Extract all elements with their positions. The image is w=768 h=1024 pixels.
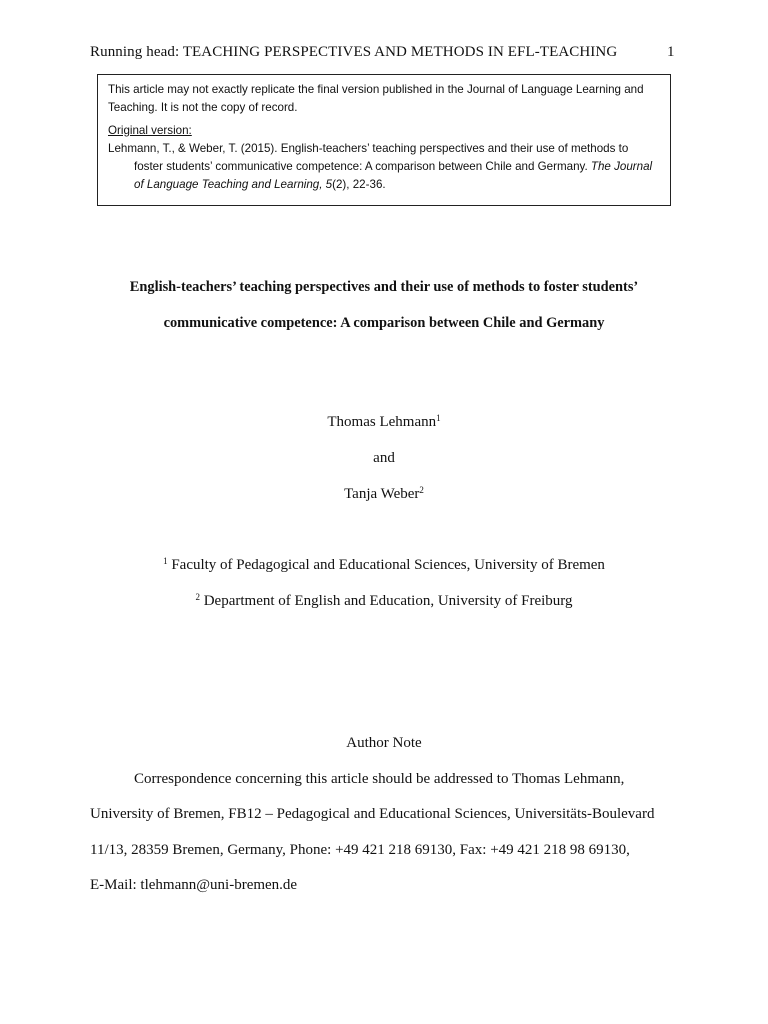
author-note-line-2: University of Bremen, FB12 – Pedagogical and Educational Sciences, Universitäts-Boulevard xyxy=(90,806,655,822)
citation xyxy=(108,140,660,194)
title-line-2: communicative competence: A comparison between Chile and Germany xyxy=(163,315,605,331)
affiliation-1-superscript: 1 xyxy=(163,556,168,566)
citation-issue: (2), 22-36. xyxy=(332,178,386,191)
affiliation-1 xyxy=(0,557,768,574)
title-line-1: English-teachers’ teaching perspectives and their use of methods to foster students’ xyxy=(129,279,639,295)
author-note-heading: Author Note xyxy=(346,735,422,751)
paper-title xyxy=(60,269,708,341)
version-notice-text: This article may not exactly replicate the final version published in the Journal of Language Learning and Teaching. It is not the copy of record. xyxy=(108,83,644,114)
affiliation-2-superscript: 2 xyxy=(195,592,200,602)
version-notice-box xyxy=(97,74,671,206)
affiliation-1-text: Faculty of Pedagogical and Educational Sciences, University of Bremen xyxy=(167,557,605,573)
author-1-superscript: 1 xyxy=(436,413,441,423)
author-2 xyxy=(0,486,768,503)
author-note-email: E-Mail: tlehmann@uni-bremen.de xyxy=(90,877,298,893)
author-note-line-3: 11/13, 28359 Bremen, Germany, Phone: +49 421 218 69130, Fax: +49 421 218 98 69130, xyxy=(90,842,630,858)
author-1 xyxy=(0,414,768,431)
citation-authors: Lehmann, T., & Weber, T. (2015). English-teachers’ teaching perspectives and their use of methods to foster students’ communicative competence: A comparison between Chile and Germany. xyxy=(108,142,629,173)
author-1-name: Thomas Lehmann xyxy=(327,414,437,430)
author-2-superscript: 2 xyxy=(419,485,424,495)
affiliation-2 xyxy=(0,593,768,610)
page-number: 1 xyxy=(667,44,675,60)
running-head: Running head: TEACHING PERSPECTIVES AND METHODS IN EFL-TEACHING xyxy=(90,44,618,60)
author-conjunction: and xyxy=(373,450,395,466)
original-version-label: Original version: xyxy=(108,124,192,137)
citation-journal: The Journal of Language Teaching and Learning, 5 xyxy=(134,160,653,191)
author-2-name: Tanja Weber xyxy=(344,486,420,502)
author-note-line-1: Correspondence concerning this article should be addressed to Thomas Lehmann, xyxy=(134,771,625,787)
affiliation-2-text: Department of English and Education, University of Freiburg xyxy=(199,593,573,609)
